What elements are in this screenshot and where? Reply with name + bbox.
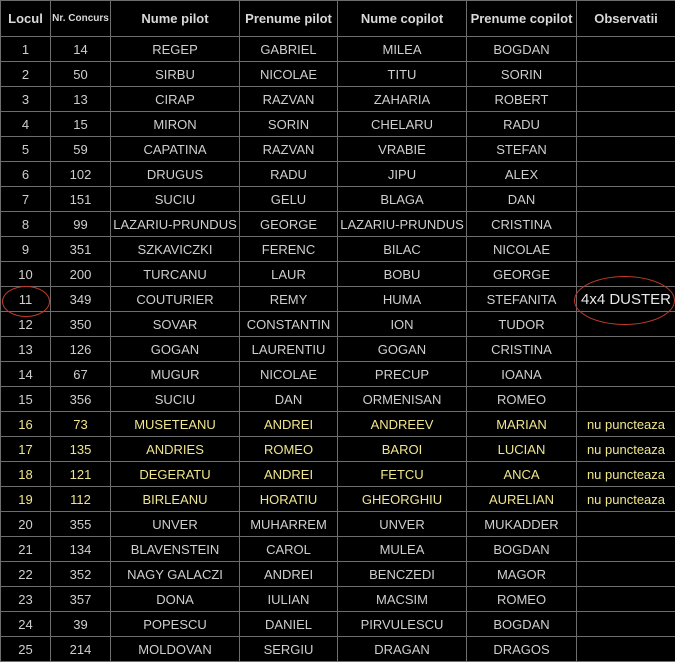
cell-nume-pilot: MIRON — [111, 112, 240, 137]
cell-nume-pilot: MUGUR — [111, 362, 240, 387]
cell-observatii — [577, 62, 675, 87]
results-body — [1, 37, 675, 662]
cell-prenume-copilot: CRISTINA — [467, 337, 577, 362]
cell-locul: 1 — [1, 37, 51, 62]
cell-prenume-pilot: ROMEO — [240, 437, 338, 462]
table-row — [1, 62, 675, 87]
cell-nume-copilot: BLAGA — [338, 187, 467, 212]
cell-nume-pilot: MOLDOVAN — [111, 637, 240, 662]
header-locul: Locul — [1, 1, 51, 37]
cell-locul: 14 — [1, 362, 51, 387]
cell-prenume-copilot: IOANA — [467, 362, 577, 387]
cell-prenume-copilot: SORIN — [467, 62, 577, 87]
cell-nume-pilot: REGEP — [111, 37, 240, 62]
cell-observatii — [577, 212, 675, 237]
cell-nume-copilot: LAZARIU-PRUNDUS — [338, 212, 467, 237]
cell-nr-concurs: 39 — [51, 612, 111, 637]
table-row — [1, 337, 675, 362]
cell-observatii: nu puncteaza — [577, 437, 675, 462]
cell-observatii — [577, 612, 675, 637]
cell-prenume-pilot: REMY — [240, 287, 338, 312]
cell-prenume-pilot: RAZVAN — [240, 87, 338, 112]
cell-nr-concurs: 134 — [51, 537, 111, 562]
cell-nr-concurs: 349 — [51, 287, 111, 312]
cell-nr-concurs: 13 — [51, 87, 111, 112]
cell-nume-copilot: BILAC — [338, 237, 467, 262]
cell-observatii — [577, 137, 675, 162]
cell-prenume-copilot: AURELIAN — [467, 487, 577, 512]
header-nume-copilot: Nume copilot — [338, 1, 467, 37]
cell-nume-copilot: DRAGAN — [338, 637, 467, 662]
cell-prenume-pilot: ANDREI — [240, 412, 338, 437]
cell-nume-pilot: BLAVENSTEIN — [111, 537, 240, 562]
cell-locul: 10 — [1, 262, 51, 287]
cell-locul: 19 — [1, 487, 51, 512]
cell-prenume-copilot: TUDOR — [467, 312, 577, 337]
cell-prenume-pilot: CAROL — [240, 537, 338, 562]
cell-observatii — [577, 112, 675, 137]
cell-prenume-pilot: FERENC — [240, 237, 338, 262]
table-row — [1, 362, 675, 387]
table-row — [1, 512, 675, 537]
table-row — [1, 237, 675, 262]
cell-nr-concurs: 135 — [51, 437, 111, 462]
cell-nume-copilot: GOGAN — [338, 337, 467, 362]
cell-nume-copilot: MULEA — [338, 537, 467, 562]
cell-locul: 24 — [1, 612, 51, 637]
cell-nume-copilot: MACSIM — [338, 587, 467, 612]
cell-prenume-pilot: SORIN — [240, 112, 338, 137]
cell-nr-concurs: 151 — [51, 187, 111, 212]
cell-observatii: nu puncteaza — [577, 412, 675, 437]
header-observatii: Observatii — [577, 1, 675, 37]
cell-nr-concurs: 14 — [51, 37, 111, 62]
cell-nume-copilot: UNVER — [338, 512, 467, 537]
cell-observatii — [577, 562, 675, 587]
cell-prenume-copilot: GEORGE — [467, 262, 577, 287]
cell-prenume-copilot: MARIAN — [467, 412, 577, 437]
cell-nr-concurs: 351 — [51, 237, 111, 262]
cell-observatii — [577, 312, 675, 337]
cell-nr-concurs: 356 — [51, 387, 111, 412]
table-row — [1, 487, 675, 512]
cell-nume-copilot: ZAHARIA — [338, 87, 467, 112]
cell-prenume-copilot: MUKADDER — [467, 512, 577, 537]
cell-prenume-copilot: ROMEO — [467, 587, 577, 612]
table-row — [1, 412, 675, 437]
cell-observatii — [577, 537, 675, 562]
cell-observatii — [577, 637, 675, 662]
cell-locul: 15 — [1, 387, 51, 412]
cell-nume-pilot: COUTURIER — [111, 287, 240, 312]
cell-prenume-copilot: BOGDAN — [467, 537, 577, 562]
cell-locul: 22 — [1, 562, 51, 587]
cell-prenume-pilot: HORATIU — [240, 487, 338, 512]
cell-nr-concurs: 50 — [51, 62, 111, 87]
cell-observatii: nu puncteaza — [577, 487, 675, 512]
cell-prenume-copilot: STEFANITA — [467, 287, 577, 312]
cell-nume-copilot: PIRVULESCU — [338, 612, 467, 637]
cell-nume-copilot: JIPU — [338, 162, 467, 187]
cell-nr-concurs: 126 — [51, 337, 111, 362]
cell-nume-copilot: ORMENISAN — [338, 387, 467, 412]
table-row — [1, 287, 675, 312]
cell-prenume-pilot: ANDREI — [240, 562, 338, 587]
cell-nume-copilot: GHEORGHIU — [338, 487, 467, 512]
cell-nume-pilot: MUSETEANU — [111, 412, 240, 437]
cell-nr-concurs: 200 — [51, 262, 111, 287]
cell-nume-copilot: BENCZEDI — [338, 562, 467, 587]
cell-prenume-pilot: CONSTANTIN — [240, 312, 338, 337]
cell-nume-copilot: VRABIE — [338, 137, 467, 162]
cell-prenume-pilot: DAN — [240, 387, 338, 412]
cell-nume-pilot: CAPATINA — [111, 137, 240, 162]
cell-nr-concurs: 357 — [51, 587, 111, 612]
cell-prenume-pilot: LAUR — [240, 262, 338, 287]
cell-prenume-copilot: LUCIAN — [467, 437, 577, 462]
cell-prenume-copilot: ROMEO — [467, 387, 577, 412]
cell-nume-pilot: SUCIU — [111, 187, 240, 212]
table-row — [1, 462, 675, 487]
cell-prenume-copilot: RADU — [467, 112, 577, 137]
cell-locul: 13 — [1, 337, 51, 362]
table-row — [1, 312, 675, 337]
cell-prenume-copilot: BOGDAN — [467, 612, 577, 637]
cell-locul: 5 — [1, 137, 51, 162]
header-row — [1, 1, 675, 37]
cell-locul: 4 — [1, 112, 51, 137]
cell-prenume-copilot: NICOLAE — [467, 237, 577, 262]
cell-prenume-copilot: ALEX — [467, 162, 577, 187]
cell-observatii — [577, 262, 675, 287]
cell-nume-pilot: NAGY GALACZI — [111, 562, 240, 587]
header-nr-concurs: Nr. Concurs — [51, 1, 111, 37]
cell-locul: 18 — [1, 462, 51, 487]
cell-nume-pilot: UNVER — [111, 512, 240, 537]
table-row — [1, 562, 675, 587]
cell-nr-concurs: 350 — [51, 312, 111, 337]
cell-observatii — [577, 512, 675, 537]
cell-nume-copilot: HUMA — [338, 287, 467, 312]
cell-nume-pilot: SZKAVICZKI — [111, 237, 240, 262]
cell-nume-copilot: BAROI — [338, 437, 467, 462]
table-row — [1, 137, 675, 162]
cell-prenume-copilot: MAGOR — [467, 562, 577, 587]
cell-nume-copilot: BOBU — [338, 262, 467, 287]
cell-observatii — [577, 87, 675, 112]
cell-nr-concurs: 59 — [51, 137, 111, 162]
cell-nume-pilot: DONA — [111, 587, 240, 612]
cell-prenume-pilot: ANDREI — [240, 462, 338, 487]
cell-observatii: nu puncteaza — [577, 462, 675, 487]
cell-nr-concurs: 214 — [51, 637, 111, 662]
table-row — [1, 187, 675, 212]
cell-nr-concurs: 112 — [51, 487, 111, 512]
cell-nume-copilot: TITU — [338, 62, 467, 87]
cell-observatii: 4x4 DUSTER — [577, 287, 675, 312]
cell-locul: 25 — [1, 637, 51, 662]
cell-nume-pilot: ANDRIES — [111, 437, 240, 462]
cell-nume-pilot: LAZARIU-PRUNDUS — [111, 212, 240, 237]
header-nume-pilot: Nume pilot — [111, 1, 240, 37]
table-row — [1, 112, 675, 137]
cell-prenume-copilot: DRAGOS — [467, 637, 577, 662]
cell-nume-pilot: DEGERATU — [111, 462, 240, 487]
cell-locul: 7 — [1, 187, 51, 212]
cell-observatii — [577, 362, 675, 387]
cell-prenume-pilot: GABRIEL — [240, 37, 338, 62]
table-row — [1, 87, 675, 112]
cell-nr-concurs: 15 — [51, 112, 111, 137]
cell-nume-pilot: DRUGUS — [111, 162, 240, 187]
cell-prenume-pilot: DANIEL — [240, 612, 338, 637]
cell-nume-pilot: POPESCU — [111, 612, 240, 637]
cell-prenume-copilot: CRISTINA — [467, 212, 577, 237]
cell-prenume-pilot: LAURENTIU — [240, 337, 338, 362]
table-row — [1, 262, 675, 287]
cell-locul: 6 — [1, 162, 51, 187]
cell-prenume-copilot: ROBERT — [467, 87, 577, 112]
cell-locul: 2 — [1, 62, 51, 87]
cell-nr-concurs: 99 — [51, 212, 111, 237]
cell-locul: 8 — [1, 212, 51, 237]
cell-prenume-copilot: DAN — [467, 187, 577, 212]
cell-observatii — [577, 187, 675, 212]
cell-prenume-pilot: NICOLAE — [240, 362, 338, 387]
cell-nume-pilot: SOVAR — [111, 312, 240, 337]
cell-prenume-pilot: RADU — [240, 162, 338, 187]
header-prenume-pilot: Prenume pilot — [240, 1, 338, 37]
cell-prenume-pilot: MUHARREM — [240, 512, 338, 537]
cell-nume-pilot: SUCIU — [111, 387, 240, 412]
cell-nume-copilot: ION — [338, 312, 467, 337]
cell-locul: 17 — [1, 437, 51, 462]
table-row — [1, 587, 675, 612]
cell-locul: 23 — [1, 587, 51, 612]
cell-observatii — [577, 162, 675, 187]
cell-nr-concurs: 73 — [51, 412, 111, 437]
cell-observatii — [577, 387, 675, 412]
cell-nr-concurs: 67 — [51, 362, 111, 387]
cell-nr-concurs: 102 — [51, 162, 111, 187]
cell-nr-concurs: 355 — [51, 512, 111, 537]
cell-locul: 3 — [1, 87, 51, 112]
table-row — [1, 612, 675, 637]
cell-prenume-pilot: NICOLAE — [240, 62, 338, 87]
cell-locul: 11 — [1, 287, 51, 312]
cell-prenume-copilot: BOGDAN — [467, 37, 577, 62]
cell-nume-copilot: ANDREEV — [338, 412, 467, 437]
cell-observatii — [577, 237, 675, 262]
cell-nume-copilot: PRECUP — [338, 362, 467, 387]
cell-prenume-pilot: RAZVAN — [240, 137, 338, 162]
cell-nr-concurs: 121 — [51, 462, 111, 487]
cell-prenume-pilot: IULIAN — [240, 587, 338, 612]
cell-nume-copilot: MILEA — [338, 37, 467, 62]
cell-prenume-pilot: SERGIU — [240, 637, 338, 662]
cell-nr-concurs: 352 — [51, 562, 111, 587]
cell-prenume-pilot: GELU — [240, 187, 338, 212]
cell-nume-pilot: BIRLEANU — [111, 487, 240, 512]
table-row — [1, 162, 675, 187]
cell-locul: 21 — [1, 537, 51, 562]
cell-nume-pilot: SIRBU — [111, 62, 240, 87]
table-row — [1, 637, 675, 662]
cell-locul: 12 — [1, 312, 51, 337]
cell-prenume-pilot: GEORGE — [240, 212, 338, 237]
cell-prenume-copilot: STEFAN — [467, 137, 577, 162]
table-row — [1, 437, 675, 462]
cell-locul: 16 — [1, 412, 51, 437]
table-row — [1, 537, 675, 562]
cell-locul: 20 — [1, 512, 51, 537]
cell-prenume-copilot: ANCA — [467, 462, 577, 487]
cell-observatii — [577, 337, 675, 362]
cell-nume-pilot: TURCANU — [111, 262, 240, 287]
cell-locul: 9 — [1, 237, 51, 262]
table-row — [1, 387, 675, 412]
cell-observatii — [577, 37, 675, 62]
cell-observatii — [577, 587, 675, 612]
cell-nume-copilot: FETCU — [338, 462, 467, 487]
table-row — [1, 212, 675, 237]
header-prenume-copilot: Prenume copilot — [467, 1, 577, 37]
cell-nume-copilot: CHELARU — [338, 112, 467, 137]
cell-nume-pilot: GOGAN — [111, 337, 240, 362]
table-row — [1, 37, 675, 62]
cell-nume-pilot: CIRAP — [111, 87, 240, 112]
